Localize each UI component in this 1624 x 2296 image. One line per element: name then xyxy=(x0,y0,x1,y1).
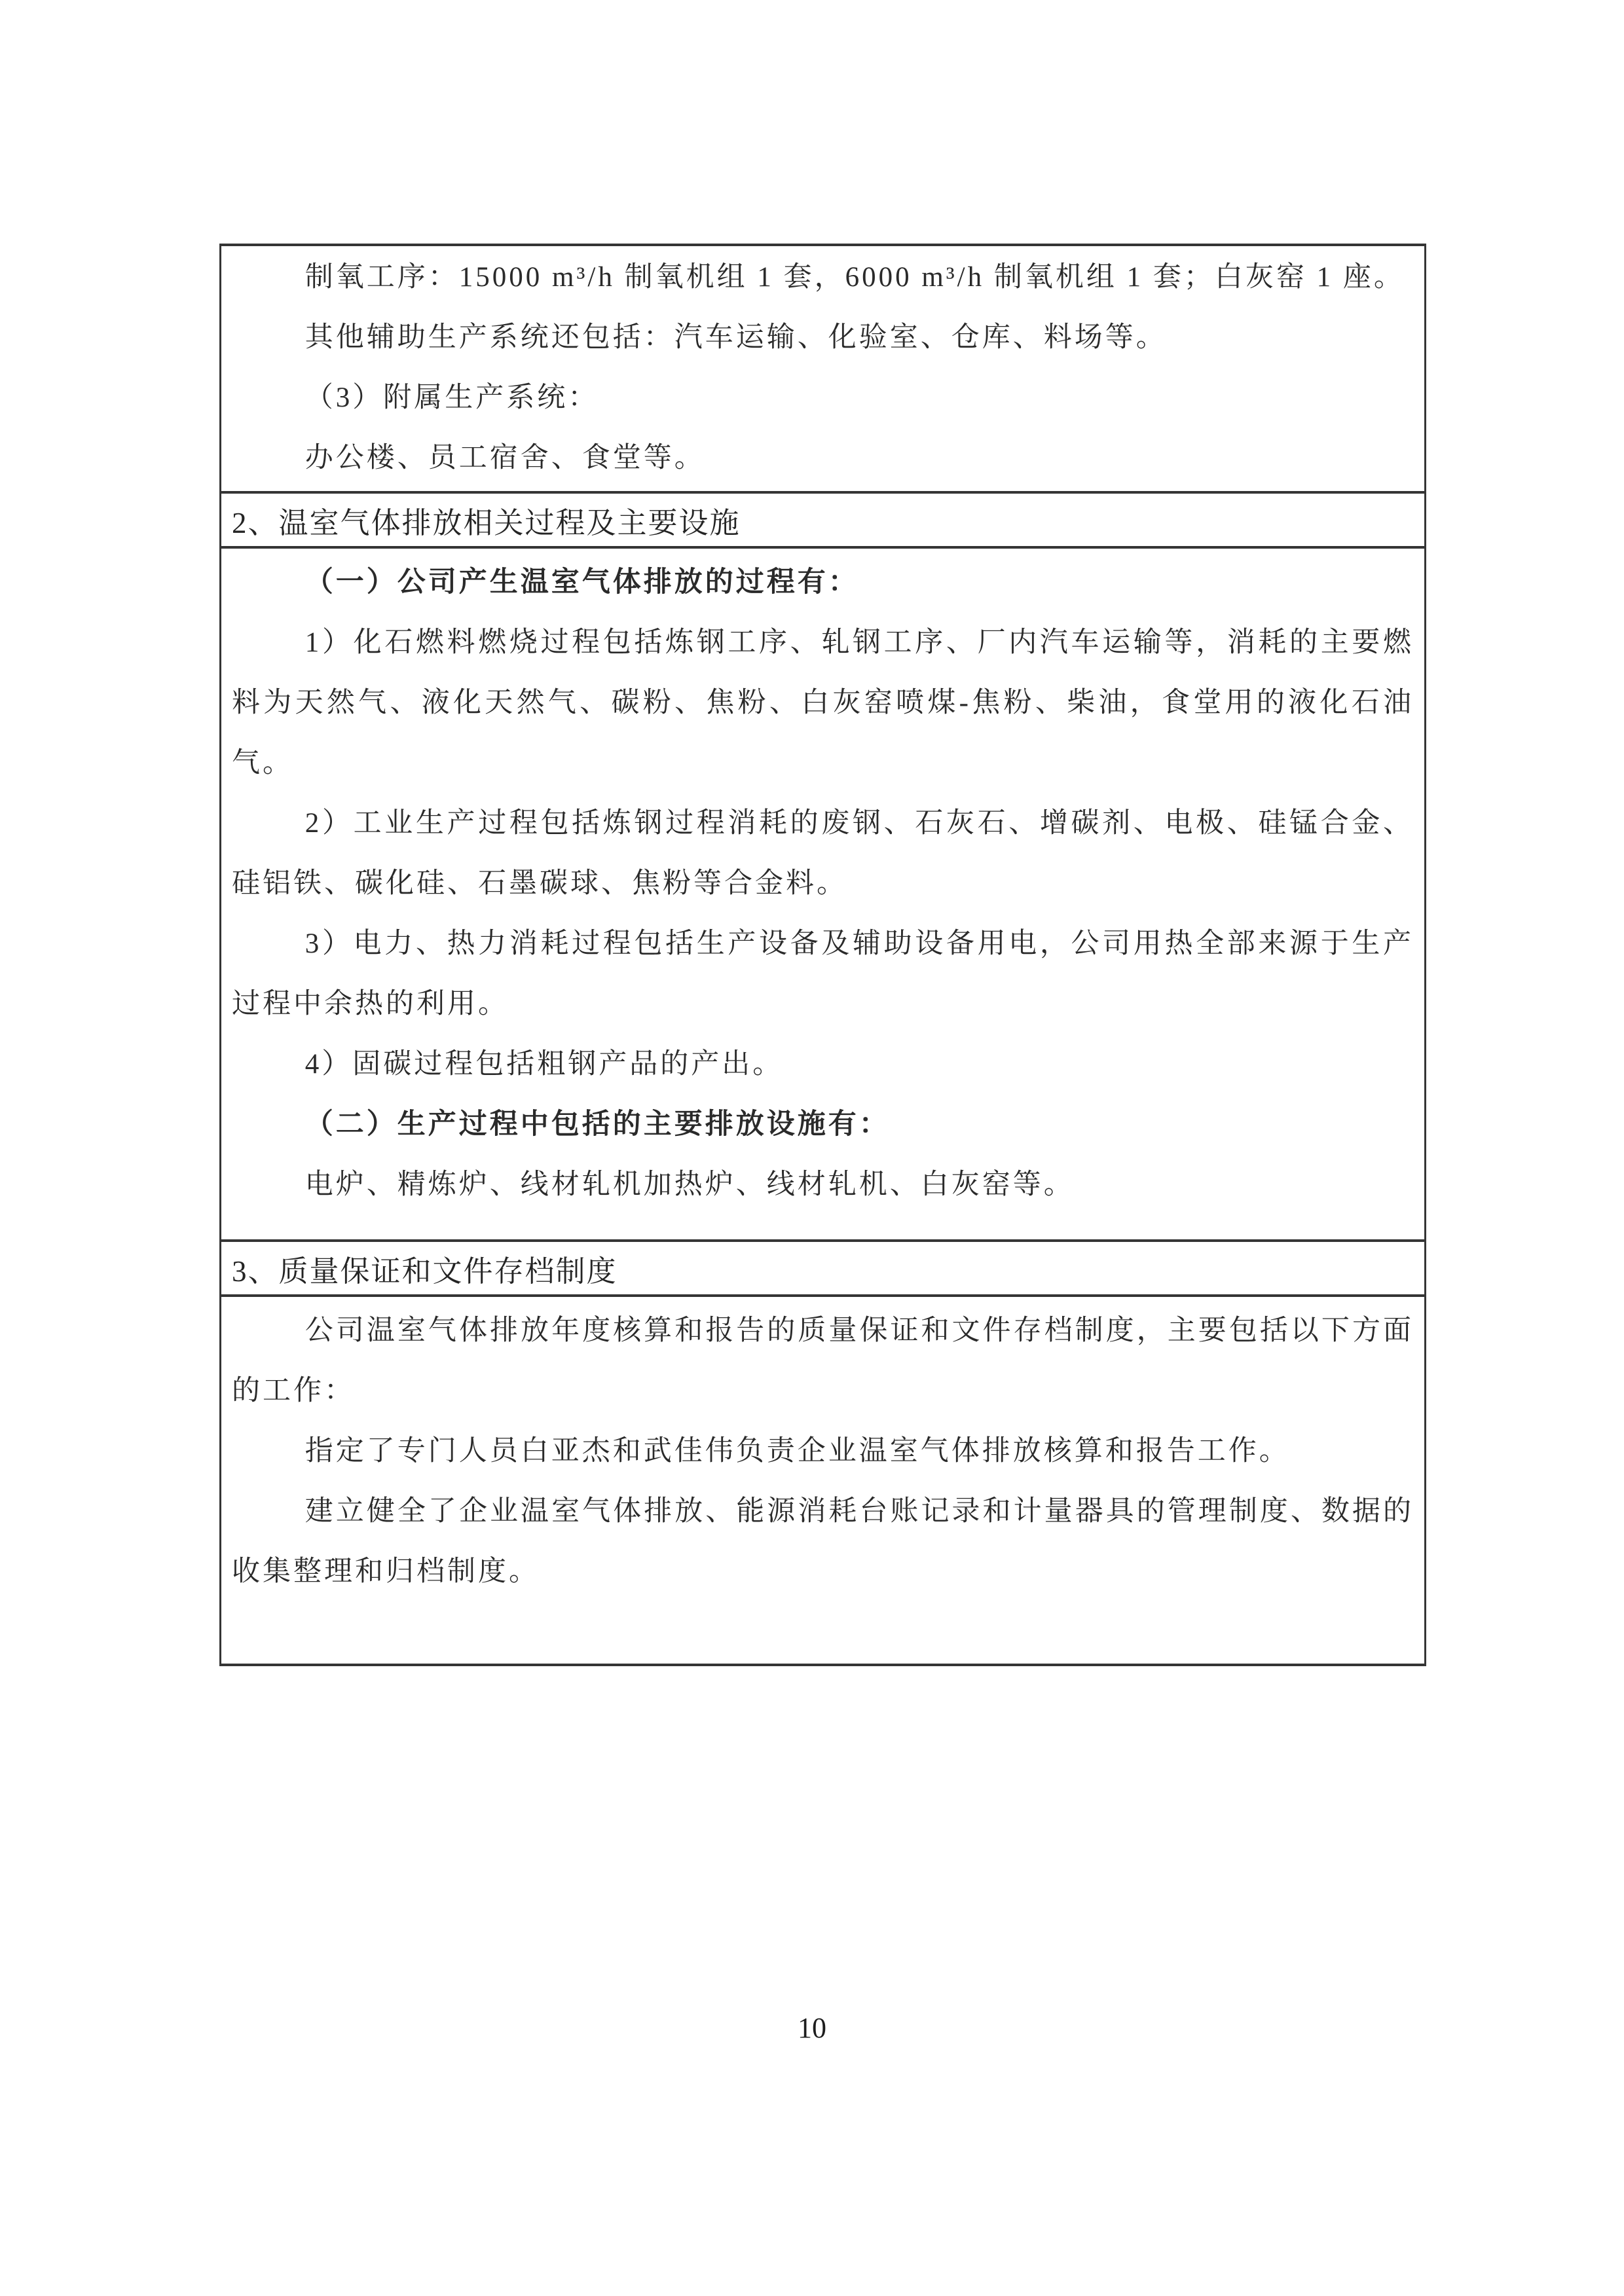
table-row-section3-heading xyxy=(221,1239,1424,1297)
paragraph-industrial-process: 2）工业生产过程包括炼钢过程消耗的废钢、石灰石、增碳剂、电极、硅锰合金、硅铝铁、碳化硅、石墨碳球、焦粉等合金料。 xyxy=(232,808,1414,899)
paragraph-carbon-fixation: 4）固碳过程包括粗钢产品的产出。 xyxy=(304,1049,784,1080)
subsection-2-heading: （二）生产过程中包括的主要排放设施有： xyxy=(304,1109,890,1140)
paragraph-affiliated-systems-list: 办公楼、员工宿舍、食堂等。 xyxy=(304,443,705,473)
paragraph-record-system: 建立健全了企业温室气体排放、能源消耗台账记录和计量器具的管理制度、数据的收集整理和归档制度。 xyxy=(232,1496,1414,1587)
paragraph-affiliated-systems-label: （3）附属生产系统： xyxy=(304,382,599,413)
section-2-heading: 2、温室气体排放相关过程及主要设施 xyxy=(232,506,741,539)
section-3-heading: 3、质量保证和文件存档制度 xyxy=(232,1254,618,1288)
paragraph-designated-personnel: 指定了专门人员白亚杰和武佳伟负责企业温室气体排放核算和报告工作。 xyxy=(304,1436,1290,1467)
table-row-section2-heading xyxy=(221,491,1424,549)
table-row-section3-content xyxy=(221,1297,1424,1664)
page-number: 10 xyxy=(798,2012,826,2044)
paragraph-electricity-heat: 3）电力、热力消耗过程包括生产设备及辅助设备用电，公司用热全部来源于生产过程中余热的利用。 xyxy=(232,928,1414,1019)
paragraph-oxygen-process: 制氧工序：15000 m³/h 制氧机组 1 套，6000 m³/h 制氧机组 1 套；白灰窑 1 座。 xyxy=(304,262,1405,293)
paragraph-auxiliary-systems: 其他辅助生产系统还包括：汽车运输、化验室、仓库、料场等。 xyxy=(304,322,1167,353)
subsection-1-heading: （一）公司产生温室气体排放的过程有： xyxy=(304,567,859,598)
paragraph-emission-facilities: 电炉、精炼炉、线材轧机加热炉、线材轧机、白灰窑等。 xyxy=(304,1169,1075,1200)
report-table xyxy=(219,244,1426,1666)
paragraph-qa-overview: 公司温室气体排放年度核算和报告的质量保证和文件存档制度，主要包括以下方面的工作： xyxy=(232,1315,1414,1406)
table-row-production-systems xyxy=(221,246,1424,491)
table-row-section2-content xyxy=(221,549,1424,1239)
paragraph-fossil-fuel: 1）化石燃料燃烧过程包括炼钢工序、轧钢工序、厂内汽车运输等，消耗的主要燃料为天然气、液化天然气、碳粉、焦粉、白灰窑喷煤-焦粉、柴油，食堂用的液化石油气。 xyxy=(232,627,1414,778)
